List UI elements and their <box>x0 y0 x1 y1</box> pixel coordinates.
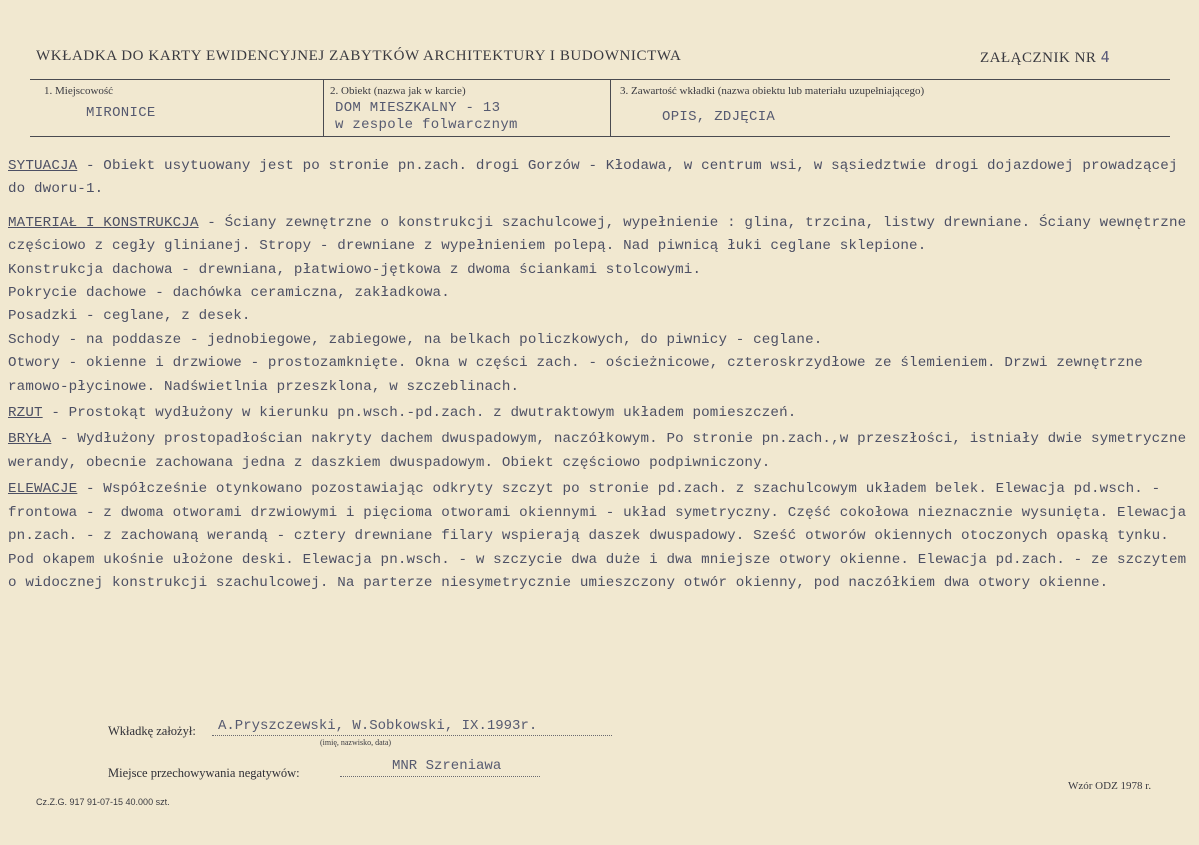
header-rule-bottom <box>30 136 1170 137</box>
form-version: Wzór ODZ 1978 r. <box>1068 780 1152 792</box>
rzut-heading: RZUT <box>8 405 43 422</box>
negatives-label: Miejsce przechowywania negatywów: <box>108 766 300 780</box>
section-stairs: Schody - na poddasze - jednobiegowe, zabiegowe, na belkach policzkowych, do piwnicy - ceglane. <box>8 331 823 348</box>
sytuacja-heading: SYTUACJA <box>8 158 78 174</box>
annex-label <box>980 48 1110 67</box>
negatives-value: MNR Szreniawa <box>392 758 502 774</box>
field-locality-label: 1. Miejscowość <box>44 85 114 97</box>
field-content-value: OPIS, ZDJĘCIA <box>662 109 776 125</box>
field-object-value-line1: DOM MIESZKALNY - 13 <box>335 100 501 116</box>
section-floors: Posadzki - ceglane, z desek. <box>8 308 251 325</box>
section-sytuacja <box>8 155 1193 202</box>
print-info: Cz.Z.G. 917 91-07-15 40.000 szt. <box>36 797 170 807</box>
section-rzut <box>8 402 1193 425</box>
field-content-label: 3. Zawartość wkładki (nazwa obiektu lub materiału uzupełniającego) <box>620 85 925 97</box>
negatives-dotted-line <box>340 776 540 777</box>
author-hint: (imię, nazwisko, data) <box>320 738 392 747</box>
author-label: Wkładkę założył: <box>108 724 196 738</box>
annex-label-text: ZAŁĄCZNIK NR <box>980 50 1097 66</box>
field-locality-value: MIRONICE <box>86 105 156 121</box>
sytuacja-text: - Obiekt usytuowany jest po stronie pn.zach. drogi Gorzów - Kłodawa, w centrum wsi, w sąsiedztwie drogi dojazdowej prowadzącej do dworu-1. <box>8 158 1178 198</box>
field-divider-2 <box>610 80 611 136</box>
author-dotted-line <box>212 735 612 736</box>
section-bryla <box>8 428 1193 475</box>
material-heading: MATERIAŁ I KONSTRUKCJA <box>8 214 199 231</box>
section-roofing: Pokrycie dachowe - dachówka ceramiczna, zakładkowa. <box>8 285 450 302</box>
section-openings: Otwory - okienne i drzwiowe - prostozamknięte. Okna w części zach. - ościeżnicowe, czteroskrzydłowe ze ślemieniem. Drzwi zewnętrzne ramowo-płycinowe. Nadświetlnia przeszklona, w szczeblinach. <box>8 355 1143 395</box>
elewacje-text: - Współcześnie otynkowano pozostawiając odkryty szczyt po stronie pd.zach. z szachulcowym układem belek. Elewacja pd.wsch. - frontowa - z dwoma otworami drzwiowymi i pięcioma otworami okiennymi - układ symetryczny. Część cokołowa nieznacznie wysunięta. Elewacja pn.zach. - z zachowaną werandą - cztery drewniane filary wspierają daszek dwuspadowy. Sześć otworów okiennych otoczonych opaską tynku. Pod okapem ukośnie ułożone deski. Elewacja pn.wsch. - w szczycie dwa duże i dwa mniejsze otwory okienne. Elewacja pd.zach. - ze szczytem o widocznej konstrukcji szachulcowej. Na parterze niesymetrycznie umieszczony otwór okienny, pod naczółkiem dwa otwory okienne. <box>8 481 1187 591</box>
bryla-text: - Wydłużony prostopadłościan nakryty dachem dwuspadowym, naczółkowym. Po stronie pn.zach.,w przeszłości, istniały dwie symetryczne werandy, obecnie zachowana jedna z daszkiem dwuspadowym. Obiekt częściowo podpiwniczony. <box>8 431 1187 471</box>
material-text: - Ściany zewnętrzne o konstrukcji szachulcowej, wypełnienie : glina, trzcina, listwy drewniane. Ściany wewnętrzne częściowo z cegły glinianej. Stropy - drewniane z wypełnieniem polepą. Nad piwnicą łuki ceglane sklepione. <box>8 214 1187 255</box>
section-elewacje <box>8 478 1193 595</box>
header-rule-top <box>30 79 1170 80</box>
section-roof-structure: Konstrukcja dachowa - drewniana, płatwiowo-jętkowa z dwoma ściankami stolcowymi. <box>8 261 702 278</box>
rzut-text: - Prostokąt wydłużony w kierunku pn.wsch.-pd.zach. z dwutraktowym układem pomieszczeń. <box>42 405 797 422</box>
description-body <box>8 155 1193 595</box>
field-object-label: 2. Obiekt (nazwa jak w karcie) <box>330 85 466 97</box>
field-object-value-line2: w zespole folwarcznym <box>335 117 518 133</box>
field-divider-1 <box>323 80 324 136</box>
section-material <box>8 212 1193 259</box>
author-value: A.Pryszczewski, W.Sobkowski, IX.1993r. <box>218 718 538 734</box>
bryla-heading: BRYŁA <box>8 431 52 448</box>
elewacje-heading: ELEWACJE <box>8 481 78 498</box>
annex-number: 4 <box>1100 48 1111 66</box>
form-title: WKŁADKA DO KARTY EWIDENCYJNEJ ZABYTKÓW ARCHITEKTURY I BUDOWNICTWA <box>36 48 682 64</box>
